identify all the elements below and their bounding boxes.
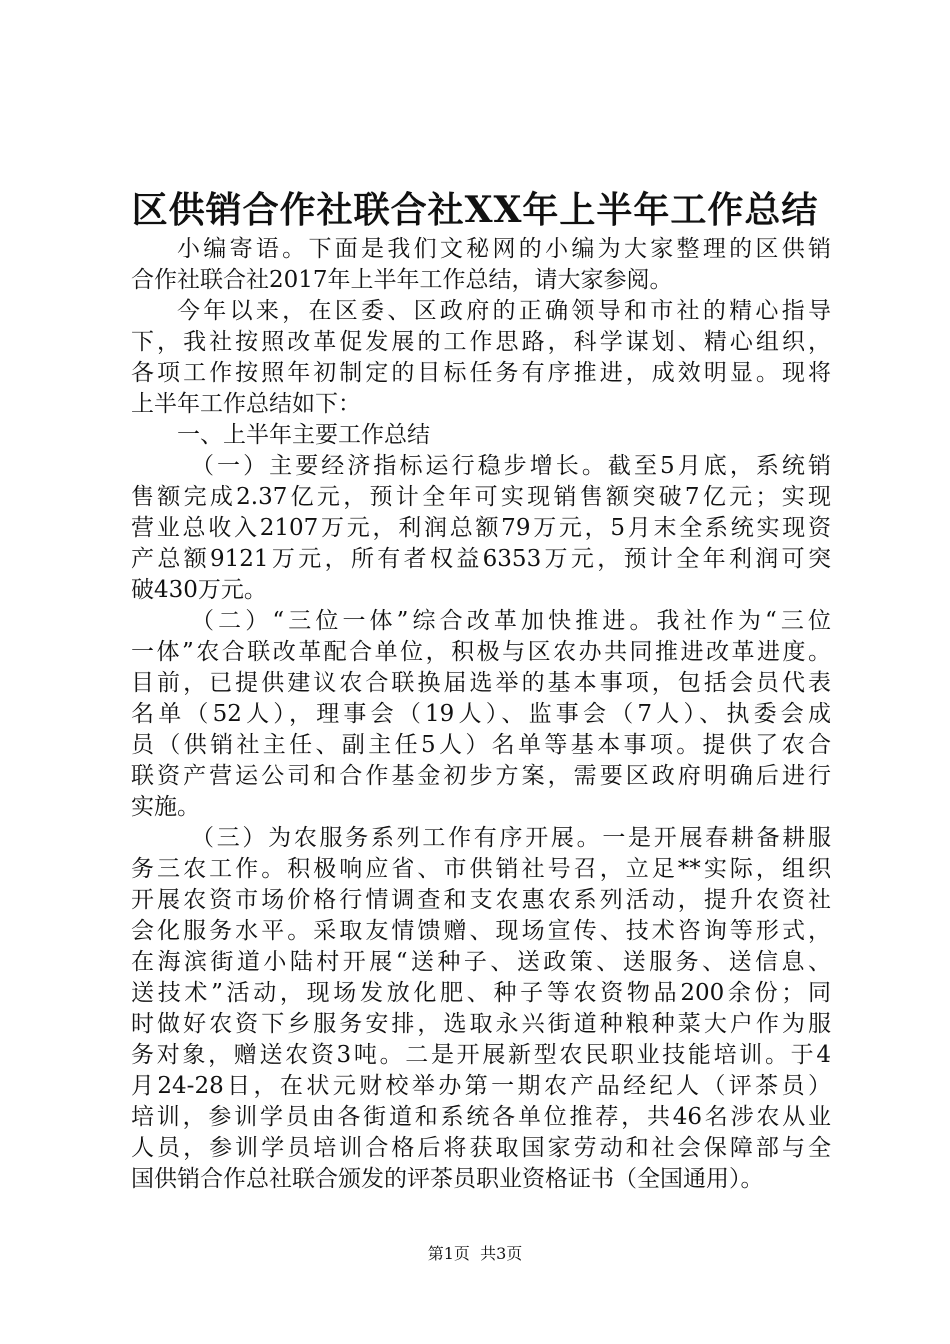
paragraph-line: （二）“三位一体”综合改革加快推进。我社作为“三位 <box>191 608 831 634</box>
paragraph-line: 培训，参训学员由各街道和系统各单位推荐，共46名涉农从业 <box>131 1104 831 1130</box>
paragraph-line: 国供销合作总社联合颁发的评茶员职业资格证书（全国通用）。 <box>131 1166 764 1192</box>
item-2-paragraph <box>131 606 831 823</box>
paragraph-line: 产总额9121万元，所有者权益6353万元，预计全年利润可突 <box>131 546 831 572</box>
paragraph-line: 会化服务水平。采取友情馈赠、现场宣传、技术咨询等形式， <box>131 918 831 944</box>
paragraph-line: 务对象，赠送农资3吨。二是开展新型农民职业技能培训。于4 <box>131 1042 831 1068</box>
document-title: 区供销合作社联合社XX年上半年工作总结 <box>131 189 819 231</box>
intro-paragraph <box>131 234 831 296</box>
paragraph-line: （三）为农服务系列工作有序开展。一是开展春耕备耕服 <box>191 825 831 851</box>
paragraph-line: 营业总收入2107万元，利润总额79万元，5月末全系统实现资 <box>131 515 831 541</box>
paragraph-line: 小编寄语。下面是我们文秘网的小编为大家整理的区供销 <box>177 236 831 262</box>
paragraph-line: 售额完成2.37亿元，预计全年可实现销售额突破7亿元；实现 <box>131 484 831 510</box>
section-heading-1 <box>131 420 831 451</box>
paragraph-line: 开展农资市场价格行情调查和支农惠农系列活动，提升农资社 <box>131 887 831 913</box>
paragraph-line: 今年以来，在区委、区政府的正确领导和市社的精心指导 <box>177 298 831 324</box>
paragraph-line: 合作社联合社2017年上半年工作总结，请大家参阅。 <box>131 267 673 293</box>
paragraph-line: 人员，参训学员培训合格后将获取国家劳动和社会保障部与全 <box>131 1135 831 1161</box>
paragraph-line: 各项工作按照年初制定的目标任务有序推进，成效明显。现将 <box>131 360 831 386</box>
paragraph-line: 实施。 <box>131 794 200 820</box>
section-heading-text: 一、上半年主要工作总结 <box>177 422 430 448</box>
item-3-paragraph <box>131 823 831 1195</box>
paragraph-line: 名单（52人），理事会（19人）、监事会（7人）、执委会成 <box>131 701 831 727</box>
page-number-footer: 第1页 共3页 <box>427 1244 523 1263</box>
paragraph-line: 务三农工作。积极响应省、市供销社号召，立足**实际，组织 <box>131 856 831 882</box>
paragraph-line: 联资产营运公司和合作基金初步方案，需要区政府明确后进行 <box>131 763 831 789</box>
paragraph-line: 在海滨街道小陆村开展“送种子、送政策、送服务、送信息、 <box>131 949 831 975</box>
paragraph-line: 送技术”活动，现场发放化肥、种子等农资物品200余份；同 <box>131 980 831 1006</box>
paragraph-line: 目前，已提供建议农合联换届选举的基本事项，包括会员代表 <box>131 670 831 696</box>
paragraph-line: 破430万元。 <box>131 577 267 603</box>
opening-paragraph <box>131 296 831 420</box>
paragraph-line: 下，我社按照改革促发展的工作思路，科学谋划、精心组织， <box>131 329 831 355</box>
paragraph-line: 时做好农资下乡服务安排，选取永兴街道种粮种菜大户作为服 <box>131 1011 831 1037</box>
paragraph-line: 月24-28日，在状元财校举办第一期农产品经纪人（评茶员） <box>131 1073 831 1099</box>
document-body <box>131 234 831 1195</box>
paragraph-line: 员（供销社主任、副主任5人）名单等基本事项。提供了农合 <box>131 732 831 758</box>
item-1-paragraph <box>131 451 831 606</box>
paragraph-line: 上半年工作总结如下： <box>131 391 361 417</box>
paragraph-line: 一体”农合联改革配合单位，积极与区农办共同推进改革进度。 <box>131 639 831 665</box>
paragraph-line: （一）主要经济指标运行稳步增长。截至5月底，系统销 <box>191 453 831 479</box>
